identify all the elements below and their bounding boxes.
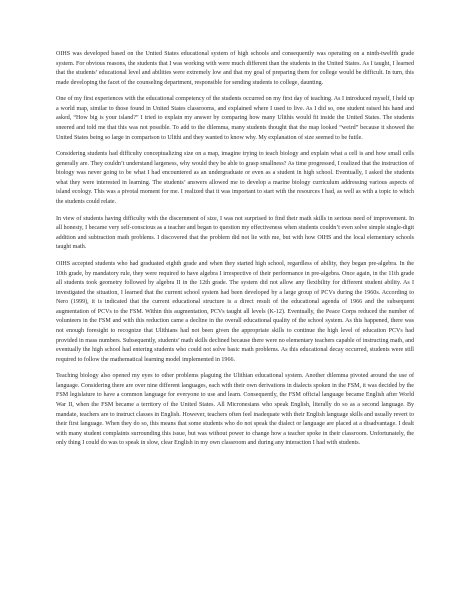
- body-text: [56, 50, 414, 449]
- paragraph-oihs-development: OIHS was developed based on the United States educational system of high schools and consequently was operating on a ninth-twelfth grade system. For obvious reasons, the students that I was working with were much different than the students in the United States. As I taught, I learned that the students’ educational level and abilities were extremely low and that my goal of preparing them for college would be difficult. In turn, this made developing the facet of the counseling department, responsible for sending students to college, daunting.: [56, 51, 414, 86]
- paragraph-language-use: Teaching biology also opened my eyes to other problems plaguing the Ulithian educational system. Another dilemma pivoted around the use of language. Considering there are over nine different languages, each with their own derivations in dialects spoken in the FSM, it was decided by the FSM legislature to have a common language for everyone to use and learn. Consequently, the FSM official language became English after World War II, when the FSM became a territory of the United States. All Micronesians who speak English, literally do so as a second language. By mandate, teachers are to instruct classes in English. However, teachers often feel inadequate with their English language skills and usually revert to their first language. When they do so, this means that some students who do not speak the dialect or language are placed at a disadvantage. I dealt with many student complaints surrounding this issue, but was without power to change how a teacher spoke in their classroom. Unfortunately, the only thing I could do was to speak in slow, clear English in my own classroom and during any interaction I had with students.: [56, 373, 414, 447]
- paragraph-biology-curriculum: Considering students had difficulty conceptualizing size on a map, imagine trying to teach biology and explain what a cell is and how small cells generally are. They couldn’t understand largeness, why would they be able to grasp smallness? As time progressed, I realized that the instruction of biology was never going to be what I had encountered as an undergraduate or even as a student in high school. Eventually, I asked the students what they were interested in learning. The students’ answers allowed me to develop a marine biology curriculum addressing various aspects of island ecology. This was a pivotal moment for me. I realized that it was important to start with the resources I had, as well as with a topic to which the students could relate.: [56, 151, 414, 206]
- paragraph-math-system-history: OIHS accepted students who had graduated eighth grade and when they started high school, regardless of ability, they began pre-algebra. In the 10th grade, by mandatory rule, they were required to have algebra I irrespective of their performance in pre-algebra. Once again, in the 11th grade all students took geometry followed by algebra II in the 12th grade. The system did not allow any flexibility for different student ability. As I investigated the situation, I learned that the current school system had been developed by a large group of PCVs during the 1960s. According to Nero (1999), it is indicated that the current educational structure is a direct result of the educational agenda of 1966 and the subsequent augmentation of PCVs to the FSM. Within this augmentation, PCVs taught all levels (K-12). Eventually, the Peace Corps reduced the number of volunteers in the FSM and with this reduction came a decline in the overall educational quality of the school system. As this happened, there was not enough foresight to recognize that Ulithians had not been given the appropriate skills to continue the high level of education PCVs had provided in mass numbers. Subsequently, students’ math skills declined because there were no elementary teachers capable of instructing math, and eventually the high school had entering students who could not solve basic math problems. As this educational decay occurred, students were still required to follow the mathematical learning model implemented in 1966.: [56, 261, 414, 363]
- paragraph-first-day-map: One of my first experiences with the educational competency of the students occurred on my first day of teaching. As I introduced myself, I held up a world map, similar to those found in United States classrooms, and explained where I used to live. As I did so, one student raised his hand and asked, “How big is your island?” I tried to explain my answer by comparing how many Ulithis would fit inside the United States. The students sneered and told me that this was not possible. To add to the dilemma, many students thought that the map looked “weird” because it showed the United States being so large in comparison to Ulithi and they wanted to know why. My explanation of size seemed to be futile.: [56, 96, 414, 141]
- paragraph-math-skills: In view of students having difficulty with the discernment of size, I was not surprised to find their math skills in serious need of improvement. In all honesty, I became very self-conscious as a teacher and began to question my effectiveness when students couldn’t even solve simple single-digit addition and subtraction math problems. I discovered that the problem did not lie with me, but with how OIHS and the local elementary schools taught math.: [56, 215, 414, 251]
